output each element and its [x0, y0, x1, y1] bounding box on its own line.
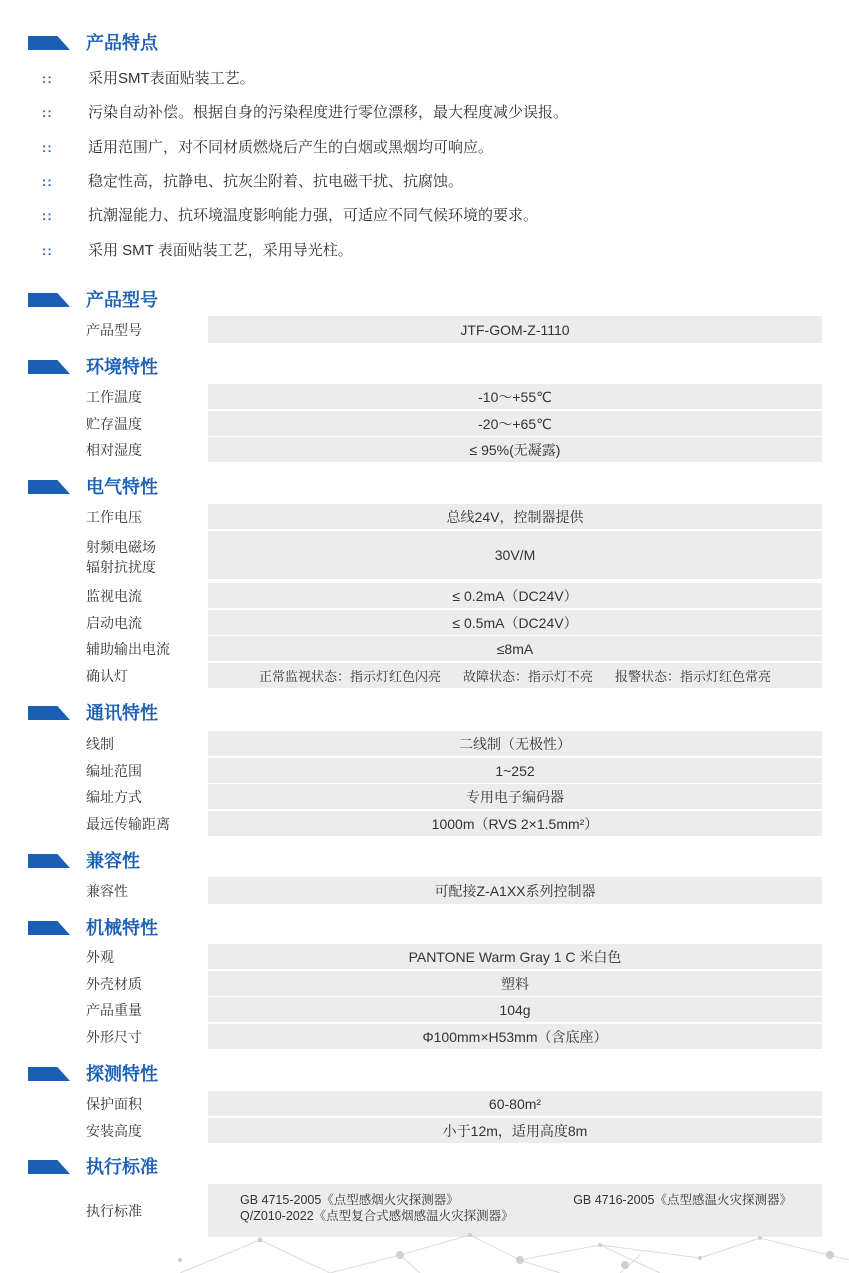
section-title: 环境特性	[86, 357, 158, 377]
section-marker-icon	[28, 36, 70, 50]
section-title: 探测特性	[86, 1064, 158, 1084]
indicator-state: 报警状态：指示灯红色常亮	[614, 669, 771, 684]
section-marker-icon	[28, 480, 70, 494]
standard-item: GB 4716-2005《点型感温火灾探测器》	[573, 1193, 792, 1207]
indicator-state: 正常监视状态：指示灯红色闪亮	[258, 669, 441, 684]
standard-item: GB 4715-2005《点型感烟火灾探测器》	[240, 1193, 459, 1207]
section-marker-icon	[28, 1067, 70, 1081]
feature-item: :: 抗潮湿能力、抗环境温度影响能力强，可适应不同气候环境的要求。	[42, 207, 539, 224]
section-marker-icon	[28, 921, 70, 935]
indicator-state: 故障状态：指示灯不亮	[462, 669, 593, 684]
section-marker-icon	[28, 360, 70, 374]
bullet-icon: ::	[42, 105, 53, 120]
bullet-icon: ::	[42, 140, 53, 155]
section-marker-icon	[28, 706, 70, 720]
section-marker-icon	[28, 293, 70, 307]
bullet-icon: ::	[42, 174, 53, 189]
section-title: 通讯特性	[86, 703, 158, 723]
section-title: 执行标准	[86, 1157, 158, 1177]
bullet-icon: ::	[42, 208, 53, 223]
section-marker-icon	[28, 854, 70, 868]
feature-item: :: 稳定性高，抗静电、抗灰尘附着、抗电磁干扰、抗腐蚀。	[42, 173, 464, 190]
feature-item: :: 采用SMT表面贴装工艺。	[42, 70, 255, 87]
section-title: 机械特性	[86, 918, 158, 938]
section-title: 兼容性	[86, 851, 140, 871]
section-title: 产品特点	[86, 33, 158, 53]
bullet-icon: ::	[42, 243, 53, 258]
feature-item: :: 采用 SMT 表面贴装工艺，采用导光柱。	[42, 242, 353, 259]
standard-item: Q/Z010-2022《点型复合式感烟感温火灾探测器》	[240, 1209, 514, 1223]
feature-item: :: 污染自动补偿。根据自身的污染程度进行零位漂移，最大程度减少误报。	[42, 104, 569, 121]
bullet-icon: ::	[42, 71, 53, 86]
section-title: 产品型号	[86, 290, 158, 310]
section-marker-icon	[28, 1160, 70, 1174]
network-decoration	[0, 1230, 849, 1273]
feature-item: :: 适用范围广，对不同材质燃烧后产生的白烟或黑烟均可响应。	[42, 139, 494, 156]
section-title: 电气特性	[86, 477, 158, 497]
